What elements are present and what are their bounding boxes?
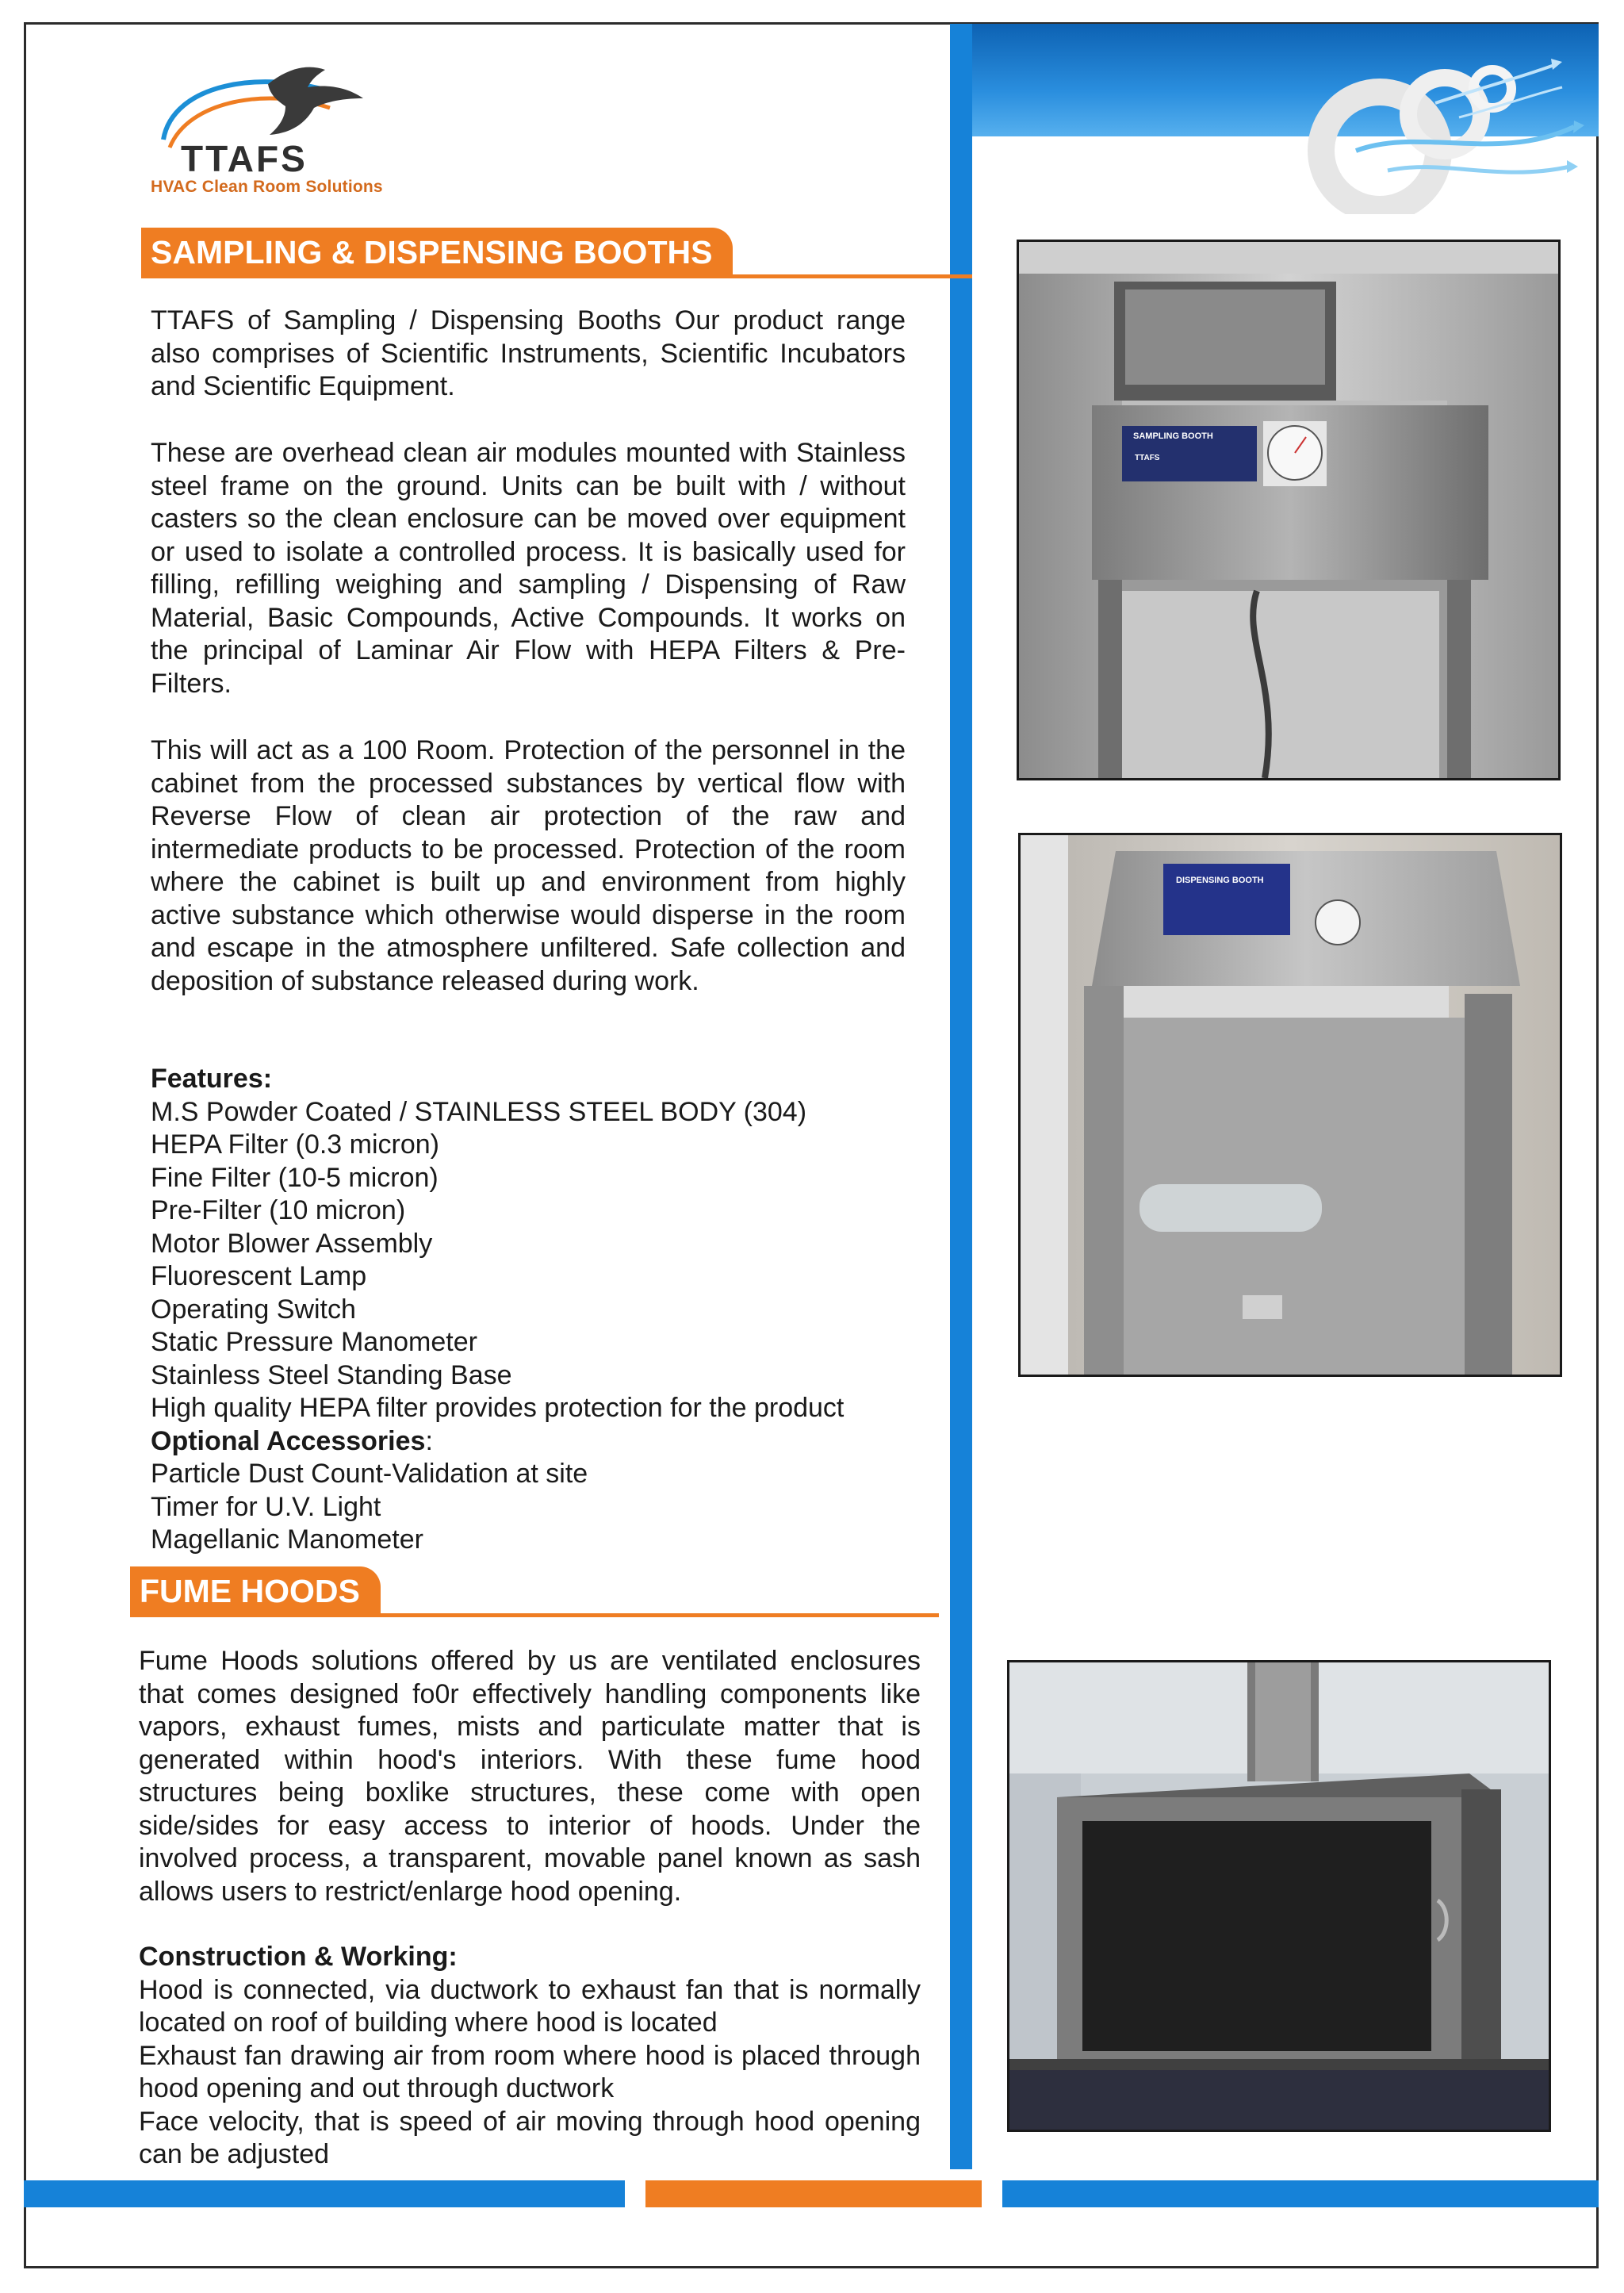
sampling-intro: TTAFS of Sampling / Dispensing Booths Our product range also comprises of Scientific Instruments, Scientific Incubators and Scientific Equipment. xyxy=(151,305,906,401)
plate-brand-text: TTAFS xyxy=(1135,454,1160,462)
footer-blue-bar-right xyxy=(1002,2180,1599,2207)
list-item: Particle Dust Count-Validation at site xyxy=(151,1459,588,1489)
sampling-booth-photo xyxy=(1017,240,1561,780)
list-item: Static Pressure Manometer xyxy=(151,1327,477,1357)
list-item: Fluorescent Lamp xyxy=(151,1261,367,1291)
list-item: Pre-Filter (10 micron) xyxy=(151,1195,406,1225)
list-item: M.S Powder Coated / STAINLESS STEEL BODY (304) xyxy=(151,1096,807,1127)
dispensing-booth-label: DISPENSING BOOTH xyxy=(1176,876,1264,885)
fume-hood-photo xyxy=(1007,1660,1551,2132)
optional-colon: : xyxy=(425,1425,433,1456)
fume-description: Fume Hoods solutions offered by us are ventilated enclosures that comes designed fo0r effectively handling components like vapors, exhaust fumes, mists and particulate matter that is generated within hood's interiors. With these fume hood structures being boxlike structures, these come with open side/sides for easy access to interior of hoods. Under the involved process, a transparent, movable panel known as sash allows users to restrict/enlarge hood opening. xyxy=(139,1646,921,1907)
list-item: Fine Filter (10-5 micron) xyxy=(151,1162,439,1193)
list-item: Operating Switch xyxy=(151,1294,356,1325)
footer-blue-bar-left xyxy=(24,2180,625,2207)
features-list xyxy=(151,1063,844,1557)
sampling-heading: SAMPLING & DISPENSING BOOTHS xyxy=(141,228,733,277)
list-item: Magellanic Manometer xyxy=(151,1524,423,1555)
optional-heading: Optional Accessories xyxy=(151,1425,426,1456)
sampling-booth-label: SAMPLING BOOTH xyxy=(1133,431,1213,441)
optional-heading-line xyxy=(151,1425,844,1459)
construction-heading: Construction & Working: xyxy=(139,1942,458,1972)
logo-text: TTAFS xyxy=(181,138,308,179)
fume-heading-block xyxy=(130,1566,939,1617)
list-item: Hood is connected, via ductwork to exhaust fan that is normally located on roof of building where hood is located xyxy=(139,1974,921,2038)
construction-list xyxy=(139,1941,921,2172)
brand-tagline: HVAC Clean Room Solutions xyxy=(151,178,383,196)
air-swirl-icon xyxy=(1261,32,1594,214)
vertical-blue-bar xyxy=(950,24,972,2169)
dispensing-booth-photo xyxy=(1018,833,1562,1377)
list-item: High quality HEPA filter provides protection for the product xyxy=(151,1393,845,1423)
list-item: Timer for U.V. Light xyxy=(151,1491,381,1522)
sampling-protection: This will act as a 100 Room. Protection of the personnel in the cabinet from the processed substances by vertical flow with Reverse Flow of clean air protection of the raw and intermediate products to be processed. Protection of the room where the cabinet is built up and environment from highly active substance which otherwise would disperse in the room and escape in the atmosphere unfiltered. Safe collection and deposition of substance released during work. xyxy=(151,735,906,996)
list-item: Motor Blower Assembly xyxy=(151,1228,433,1259)
heading-rule xyxy=(130,1613,939,1617)
list-item: HEPA Filter (0.3 micron) xyxy=(151,1129,440,1160)
sampling-description: These are overhead clean air modules mounted with Stainless steel frame on the ground. Units can be built with / without casters so the clean enclosure can be moved over equipment or used to isolate a controlled process. It is basically used for filling, refilling weighing and sampling / Dispensing of Raw Material, Basic Compounds, Active Compounds. It works on the principal of Laminar Air Flow with HEPA Filters & Pre-Filters. xyxy=(151,438,906,699)
list-item: Stainless Steel Standing Base xyxy=(151,1359,512,1390)
heading-rule xyxy=(141,274,972,278)
fume-heading: FUME HOODS xyxy=(130,1566,381,1616)
list-item: Exhaust fan drawing air from room where hood is placed through hood opening and out through ductwork xyxy=(139,2040,921,2103)
footer-orange-bar xyxy=(645,2180,982,2207)
list-item: Face velocity, that is speed of air moving through hood opening can be adjusted xyxy=(139,2106,921,2169)
features-heading: Features: xyxy=(151,1064,273,1094)
sampling-heading-block xyxy=(141,228,972,278)
